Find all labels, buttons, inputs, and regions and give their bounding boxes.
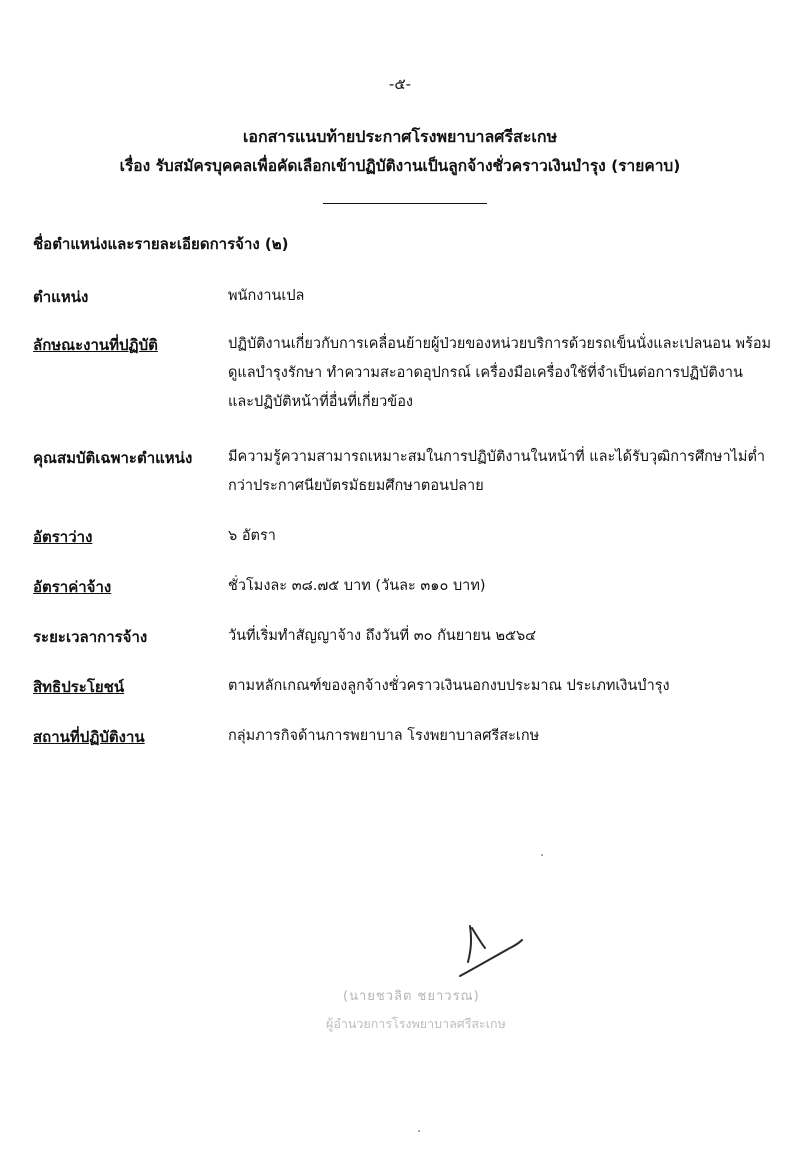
field-value-employment-period: วันที่เริ่มทำสัญญาจ้าง ถึงวันที่ ๓๐ กันยายน ๒๕๖๔ [228, 628, 537, 644]
field-label-vacancies: อัตราว่าง [33, 528, 93, 546]
field-value-qualifications: มีความรู้ความสามารถเหมาะสมในการปฏิบัติงานในหน้าที่ และได้รับวุฒิการศึกษาไม่ต่ำกว่าประกาศนียบัตรมัธยมศึกษาตอนปลาย [228, 449, 766, 494]
field-label-benefits: สิทธิประโยชน์ [33, 678, 125, 696]
field-label-employment-period: ระยะเวลาการจ้าง [33, 628, 148, 646]
field-value-workplace: กลุ่มภารกิจด้านการพยาบาล โรงพยาบาลศรีสะเกษ [228, 728, 540, 744]
signature-mark [430, 918, 530, 988]
scan-speck [418, 1130, 420, 1132]
field-value-job-description: ปฏิบัติงานเกี่ยวกับการเคลื่อนย้ายผู้ป่วยของหน่วยบริการด้วยรถเข็นนั่งและเปลนอน พร้อมดูแลบำรุงรักษา ทำความสะอาดอุปกรณ์ เครื่องมือเครื่องใช้ที่จำเป็นต่อการปฏิบัติงาน และปฏิบัติหน้าที่อื่นที่เกี่ยวข้อง [228, 336, 772, 410]
field-value-wage: ชั่วโมงละ ๓๘.๗๕ บาท (วันละ ๓๑๐ บาท) [228, 578, 486, 594]
document-subject: เรื่อง รับสมัครบุคคลเพื่อคัดเลือกเข้าปฏิบัติงานเป็นลูกจ้างชั่วคราวเงินบำรุง (รายคาบ) [119, 157, 681, 175]
section-heading: ชื่อตำแหน่งและรายละเอียดการจ้าง (๒) [33, 235, 289, 253]
field-value-position: พนักงานเปล [228, 288, 305, 304]
page-number: -๕- [388, 75, 412, 93]
field-value-benefits: ตามหลักเกณฑ์ของลูกจ้างชั่วคราวเงินนอกงบประมาณ ประเภทเงินบำรุง [228, 678, 670, 694]
field-label-job-description: ลักษณะงานที่ปฏิบัติ [33, 336, 158, 354]
field-label-position: ตำแหน่ง [33, 288, 89, 306]
field-value-vacancies: ๖ อัตรา [228, 528, 276, 544]
title-divider [323, 203, 487, 204]
document-title: เอกสารแนบท้ายประกาศโรงพยาบาลศรีสะเกษ [242, 127, 558, 146]
field-label-qualifications: คุณสมบัติเฉพาะตำแหน่ง [33, 449, 193, 467]
field-label-workplace: สถานที่ปฏิบัติงาน [33, 728, 145, 746]
signatory-position: ผู้อำนวยการโรงพยาบาลศรีสะเกษ [326, 1016, 506, 1031]
field-label-wage: อัตราค่าจ้าง [33, 578, 112, 596]
scan-speck [541, 854, 543, 856]
signatory-name: (นายชวลิต ชยาวรณ) [343, 989, 480, 1004]
